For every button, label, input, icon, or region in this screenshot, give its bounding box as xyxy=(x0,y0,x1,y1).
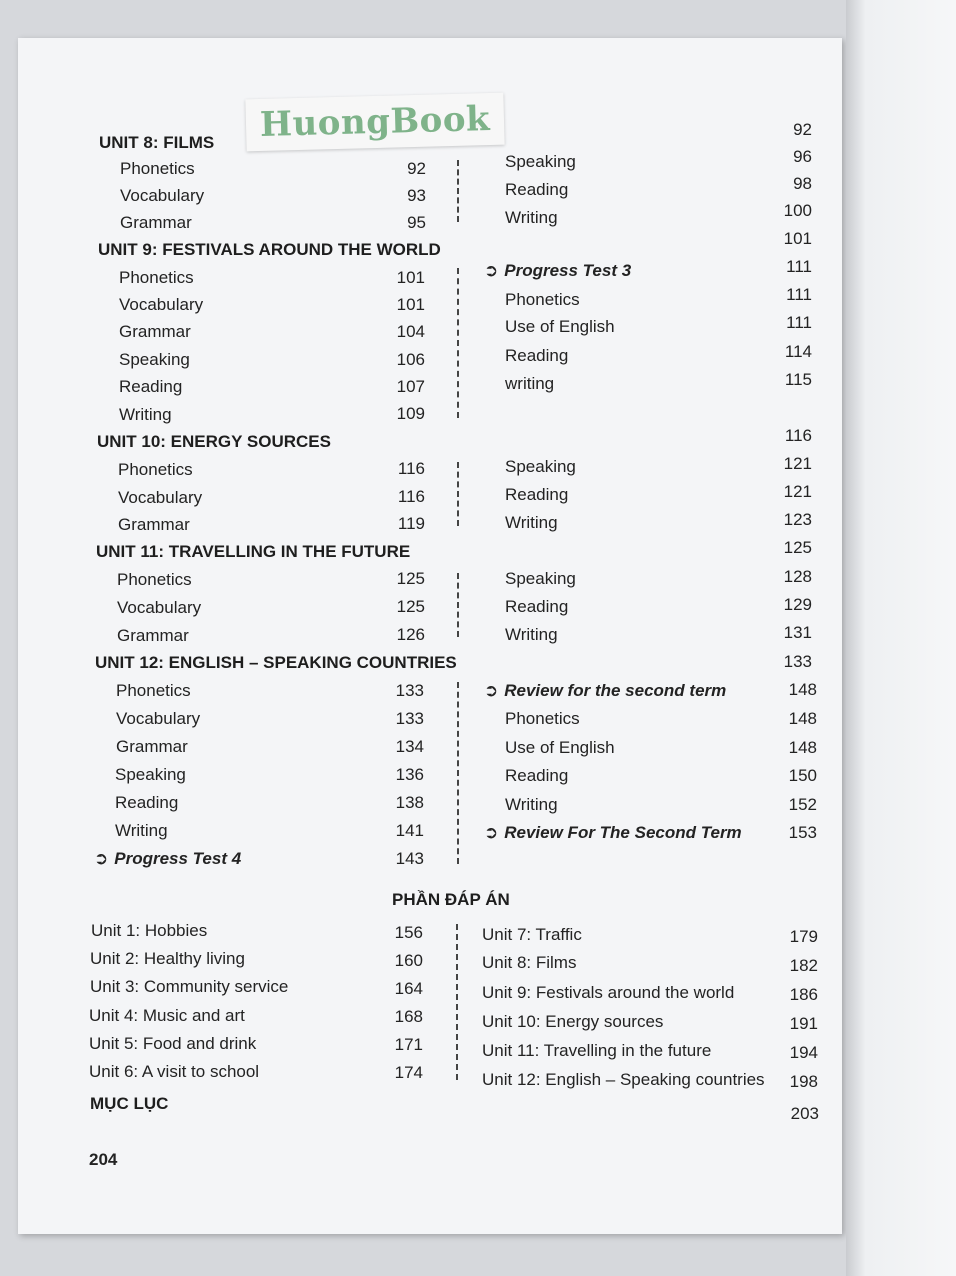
toc-entry-label: Writing xyxy=(505,513,558,532)
toc-entry-label: Phonetics xyxy=(117,570,192,589)
toc-entry-page: 114 xyxy=(784,342,812,361)
toc-entry-label: Reading xyxy=(505,346,569,365)
toc-entry-label: Speaking xyxy=(115,765,186,784)
column-divider xyxy=(457,682,459,864)
toc-entry-page: 125 xyxy=(396,597,425,616)
progress-test-3-title xyxy=(484,261,631,281)
toc-entry-label: Unit 10: Energy sources xyxy=(482,1012,664,1031)
toc-entry-page: 111 xyxy=(786,285,812,304)
toc-entry-page: 95 xyxy=(407,213,426,232)
toc-entry-label: Reading xyxy=(505,597,569,616)
review-title xyxy=(484,681,726,701)
toc-entry-page: 141 xyxy=(395,821,424,840)
toc-entry-label: writing xyxy=(505,374,555,393)
toc-entry-label: Speaking xyxy=(505,457,576,476)
toc-entry-label: Unit 11: Travelling in the future xyxy=(482,1041,712,1060)
toc-entry-page: 96 xyxy=(793,147,812,166)
toc-entry-page: 115 xyxy=(784,370,812,389)
toc-entry-label: Use of English xyxy=(505,738,615,757)
toc-entry-page: 111 xyxy=(786,313,812,332)
progress-test-3-label: Progress Test 3 xyxy=(504,261,632,280)
review-2-label: Review For The Second Term xyxy=(504,823,742,842)
toc-entry-page: 152 xyxy=(788,795,817,814)
contents-title: MỤC LỤC xyxy=(90,1094,169,1113)
toc-entry-page: 93 xyxy=(407,186,426,205)
progress-test-4-label: Progress Test 4 xyxy=(114,849,242,868)
toc-entry-page: 179 xyxy=(789,927,818,946)
toc-entry-label: Grammar xyxy=(117,626,189,645)
toc-entry-page: 186 xyxy=(789,985,818,1004)
toc-entry-label: Vocabulary xyxy=(119,295,204,314)
toc-entry-label: Grammar xyxy=(116,737,188,756)
toc-entry-page: 121 xyxy=(783,454,812,473)
toc-entry-page: 116 xyxy=(397,487,425,506)
toc-entry-label: Reading xyxy=(505,766,569,785)
toc-entry-label: Unit 3: Community service xyxy=(90,977,289,996)
column-divider xyxy=(457,160,459,222)
toc-entry-label: Vocabulary xyxy=(116,709,201,728)
toc-entry-page: 111 xyxy=(786,257,812,276)
column-divider xyxy=(457,268,459,418)
toc-entry-page: 198 xyxy=(789,1072,818,1091)
unit8-title: UNIT 8: FILMS xyxy=(99,133,215,152)
toc-entry-label: Phonetics xyxy=(118,460,193,479)
toc-entry-page: 125 xyxy=(783,538,812,557)
toc-entry-page: 133 xyxy=(783,652,812,671)
toc-entry-page: 153 xyxy=(788,823,817,842)
toc-entry-label: Vocabulary xyxy=(120,186,205,205)
toc-entry-page: 116 xyxy=(397,459,425,478)
toc-entry-label: Grammar xyxy=(118,515,190,534)
toc-entry-label: Phonetics xyxy=(120,159,195,178)
toc-entry-label: Writing xyxy=(119,405,172,424)
toc-entry-page: 182 xyxy=(789,956,818,975)
toc-entry-page: 128 xyxy=(783,567,812,586)
toc-entry-label: Writing xyxy=(115,821,168,840)
review-2-title xyxy=(484,823,742,843)
toc-entry-label: Unit 5: Food and drink xyxy=(89,1034,257,1053)
unit12-title: UNIT 12: ENGLISH – SPEAKING COUNTRIES xyxy=(95,653,457,672)
toc-entry-label: Unit 7: Traffic xyxy=(482,925,582,944)
toc-entry-page: 106 xyxy=(396,350,425,369)
toc-entry-page: 104 xyxy=(396,322,425,341)
toc-entry-label: Reading xyxy=(119,377,183,396)
toc-entry-label: Phonetics xyxy=(116,681,191,700)
toc-entry-page: 116 xyxy=(784,426,812,445)
toc-entry-page: 150 xyxy=(788,766,817,785)
toc-entry-page: 160 xyxy=(394,951,423,970)
arrow-icon: ➲ xyxy=(484,261,499,280)
toc-entry-label: Writing xyxy=(505,795,558,814)
toc-entry-label: Unit 6: A visit to school xyxy=(89,1062,260,1081)
toc-entry-label: Use of English xyxy=(505,317,615,336)
answers-title: PHẦN ĐÁP ÁN xyxy=(392,890,510,909)
toc-entry-page: 131 xyxy=(783,623,812,642)
unit11-title: UNIT 11: TRAVELLING IN THE FUTURE xyxy=(96,542,411,561)
toc-entry-label: Phonetics xyxy=(119,268,194,287)
toc-entry-page: 203 xyxy=(790,1104,819,1123)
toc-entry-label: Speaking xyxy=(505,152,576,171)
toc-entry-page: 148 xyxy=(788,709,817,728)
toc-entry-page: 92 xyxy=(793,120,812,139)
toc-entry-page: 194 xyxy=(789,1043,818,1062)
toc-entry-page: 101 xyxy=(783,229,812,248)
watermark-sticker: HuongBook xyxy=(245,93,504,152)
toc-entry-label: Unit 4: Music and art xyxy=(89,1006,245,1025)
toc-entry-label: Phonetics xyxy=(505,709,580,728)
toc-entry-label: Vocabulary xyxy=(117,598,202,617)
toc-entry-label: Unit 1: Hobbies xyxy=(91,921,208,940)
toc-entry-label: Unit 9: Festivals around the world xyxy=(482,983,735,1002)
toc-entry-page: 109 xyxy=(396,404,425,423)
toc-entry-label: Grammar xyxy=(120,213,192,232)
progress-test-4-title xyxy=(94,849,241,869)
unit10-title: UNIT 10: ENERGY SOURCES xyxy=(97,432,331,451)
toc-entry-page: 174 xyxy=(394,1063,423,1082)
toc-entry-page: 126 xyxy=(396,625,425,644)
toc-entry-page: 101 xyxy=(396,295,425,314)
toc-entry-page: 107 xyxy=(396,377,425,396)
next-page-edge xyxy=(846,0,956,1276)
toc-entry-page: 148 xyxy=(788,738,817,757)
toc-entry-page: 133 xyxy=(395,681,424,700)
toc-entry-page: 129 xyxy=(783,595,812,614)
arrow-icon: ➲ xyxy=(484,823,499,842)
toc-entry-page: 138 xyxy=(395,793,424,812)
toc-entry-label: Unit 2: Healthy living xyxy=(90,949,245,968)
toc-entry-page: 191 xyxy=(789,1014,818,1033)
toc-entry-label: Reading xyxy=(115,793,179,812)
toc-entry-label: Writing xyxy=(505,625,558,644)
toc-entry-label: Writing xyxy=(505,208,558,227)
toc-entry-page: 156 xyxy=(394,923,423,942)
toc-entry-page: 100 xyxy=(783,201,812,220)
column-divider xyxy=(457,462,459,526)
toc-entry-label: Unit 8: Films xyxy=(482,953,577,972)
toc-entry-page: 92 xyxy=(407,159,426,178)
toc-entry-page: 164 xyxy=(394,979,423,998)
column-divider xyxy=(456,924,458,1080)
toc-entry-page: 119 xyxy=(397,514,425,533)
toc-entry-page: 136 xyxy=(395,765,424,784)
toc-entry-page: 125 xyxy=(396,569,425,588)
column-divider xyxy=(457,573,459,637)
toc-entry-page: 98 xyxy=(793,174,812,193)
page-number: 204 xyxy=(89,1150,118,1169)
review-label: Review for the second term xyxy=(504,681,727,700)
toc-entry-label: Phonetics xyxy=(505,290,580,309)
toc-entry-page: 148 xyxy=(788,680,817,699)
unit9-title: UNIT 9: FESTIVALS AROUND THE WORLD xyxy=(98,240,441,259)
arrow-icon: ➲ xyxy=(94,849,109,868)
toc-entry-label: Speaking xyxy=(119,350,190,369)
toc-entry-label: Vocabulary xyxy=(118,488,203,507)
toc-entry-page: 101 xyxy=(396,268,425,287)
toc-entry-page: 133 xyxy=(395,709,424,728)
toc-entry-label: Unit 12: English – Speaking countries xyxy=(482,1070,765,1089)
toc-entry-label: Reading xyxy=(505,180,569,199)
toc-entry-page: 134 xyxy=(395,737,424,756)
toc-entry-page: 171 xyxy=(394,1035,423,1054)
arrow-icon: ➲ xyxy=(484,681,499,700)
toc-entry-page: 143 xyxy=(395,849,424,868)
toc-entry-label: Speaking xyxy=(505,569,576,588)
toc-entry-label: Reading xyxy=(505,485,569,504)
toc-entry-page: 121 xyxy=(783,482,812,501)
toc-entry-page: 168 xyxy=(394,1007,423,1026)
toc-entry-label: Grammar xyxy=(119,322,191,341)
toc-entry-page: 123 xyxy=(783,510,812,529)
